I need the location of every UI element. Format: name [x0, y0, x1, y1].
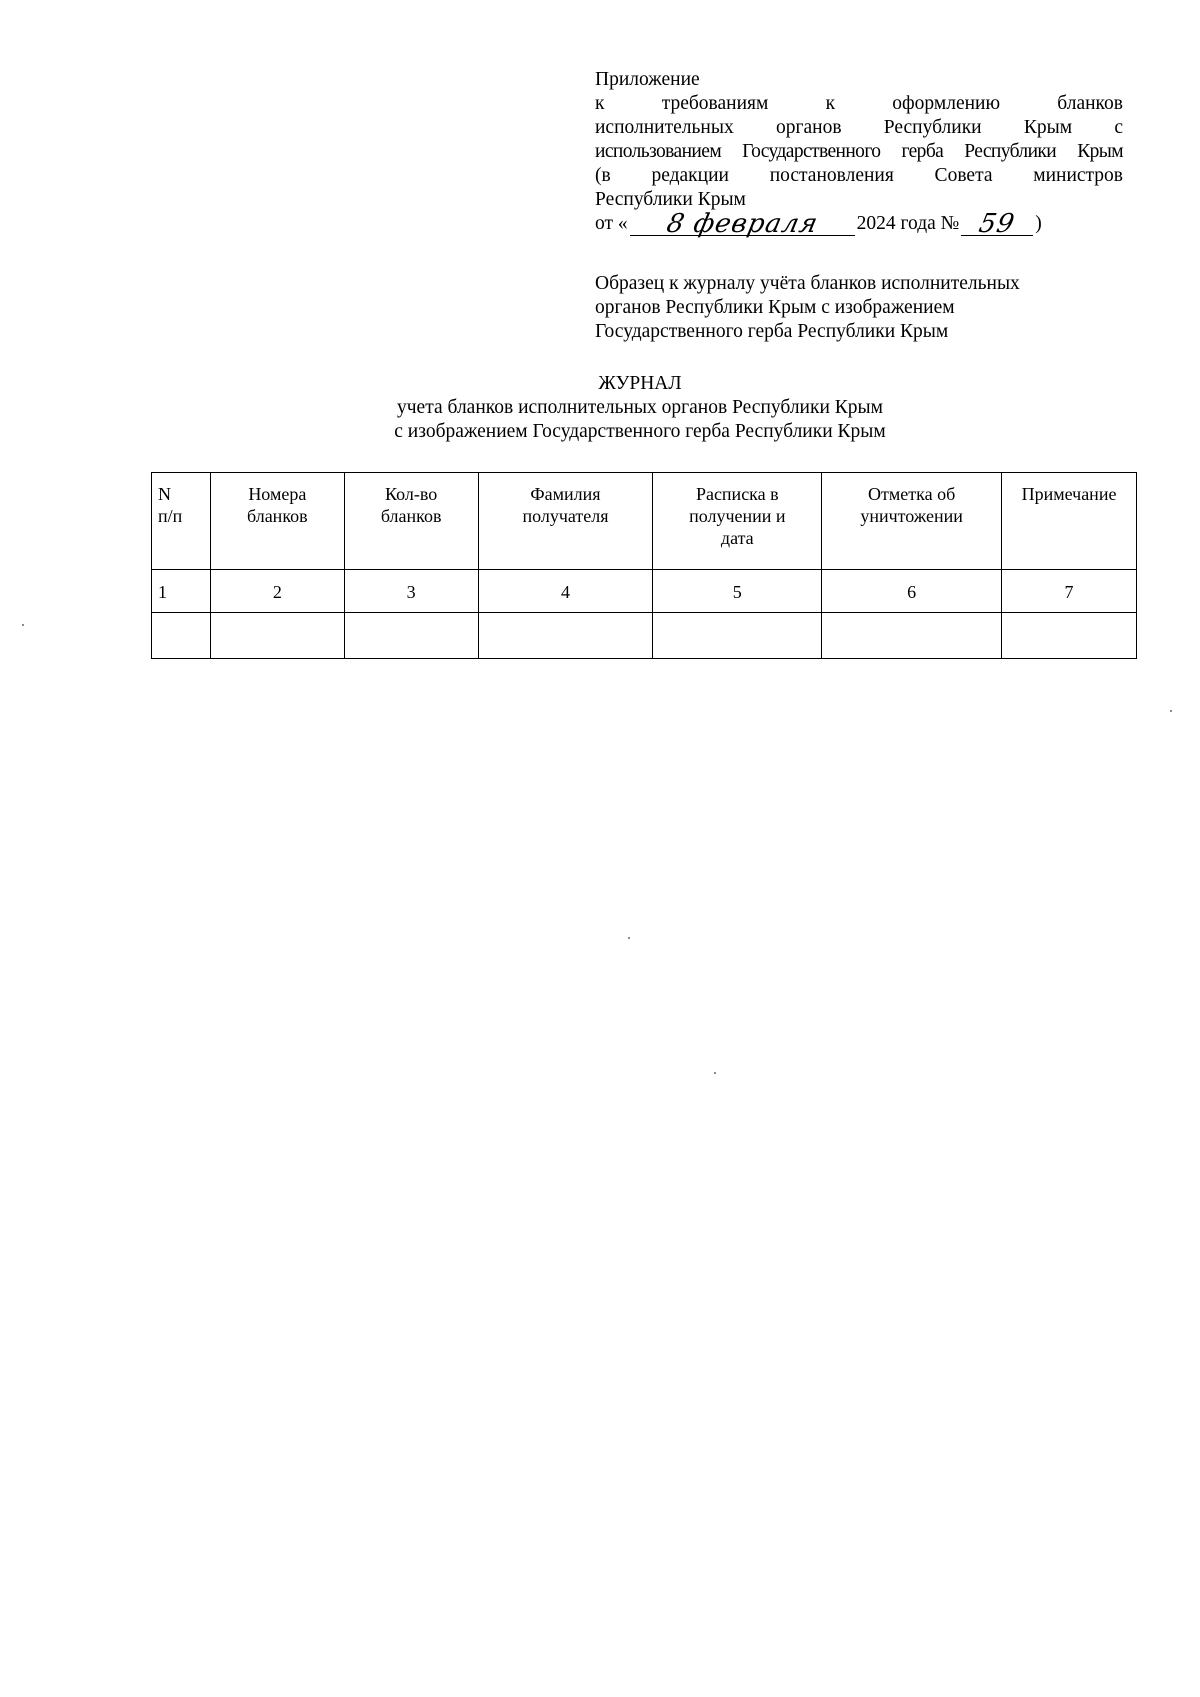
header-text: Кол-во — [385, 484, 438, 504]
column-number-row — [152, 570, 1137, 613]
header-text: Фамилия — [530, 484, 601, 504]
header-text: Отметка об — [868, 484, 956, 504]
header-text: получателя — [522, 506, 609, 526]
scan-speck — [628, 937, 630, 939]
date-field — [630, 209, 855, 239]
header-text: уничтожении — [860, 506, 963, 526]
empty-table-row — [152, 613, 1137, 659]
scan-speck — [1170, 710, 1172, 712]
header-cell-blank-numbers — [210, 473, 344, 570]
closing-paren: ) — [1035, 213, 1042, 234]
empty-cell — [1002, 613, 1137, 659]
header-text: получении и — [689, 506, 786, 526]
header-text: Расписка в — [695, 484, 779, 504]
header-text: бланков — [380, 506, 442, 526]
sample-note — [595, 272, 1123, 344]
appendix-block — [595, 68, 1123, 239]
journal-subtitle-line: учета бланков исполнительных органов Республики Крым — [397, 397, 883, 418]
sample-note-line: органов Республики Крым с изображением — [595, 297, 955, 318]
number-field — [961, 209, 1033, 239]
appendix-line: Республики Крым — [595, 189, 746, 210]
header-cell-note — [1002, 473, 1137, 570]
empty-cell — [210, 613, 344, 659]
column-number-cell: 6 — [822, 570, 1002, 613]
appendix-heading: Приложение — [595, 69, 700, 90]
header-cell-recipient — [478, 473, 653, 570]
header-text: N — [158, 484, 171, 504]
header-text: Номера — [248, 484, 307, 504]
year-text: 2024 года № — [856, 213, 960, 234]
header-text: Примечание — [1021, 484, 1117, 504]
header-text: п/п — [158, 506, 183, 526]
column-number-cell: 3 — [344, 570, 478, 613]
appendix-line: исполнительных органов Республики Крым с — [595, 117, 1123, 138]
journal-title-block — [0, 372, 1200, 444]
header-text: дата — [720, 528, 754, 548]
empty-cell — [152, 613, 211, 659]
sample-note-line: Государственного герба Республики Крым — [595, 321, 949, 342]
appendix-line: использованием Государственного герба Республики Крым — [595, 141, 1123, 162]
header-row — [152, 473, 1137, 570]
empty-cell — [344, 613, 478, 659]
column-number-cell: 7 — [1002, 570, 1137, 613]
sample-note-line: Образец к журналу учёта бланков исполнительных — [595, 273, 1020, 294]
empty-cell — [822, 613, 1002, 659]
header-cell-blank-count — [344, 473, 478, 570]
header-cell-number — [152, 473, 211, 570]
header-cell-destruction — [822, 473, 1002, 570]
header-text: бланков — [247, 506, 308, 526]
scan-speck — [714, 1072, 716, 1074]
column-number-cell: 4 — [478, 570, 653, 613]
journal-table — [151, 472, 1137, 659]
handwritten-date: 8 февраля — [663, 209, 821, 239]
header-cell-receipt — [653, 473, 822, 570]
empty-cell — [653, 613, 822, 659]
appendix-line: к требованиям к оформлению бланков — [595, 93, 1123, 114]
journal-title: ЖУРНАЛ — [598, 373, 682, 394]
appendix-line: (в редакции постановления Совета министров — [595, 165, 1123, 186]
appendix-date-line — [595, 209, 1123, 239]
column-number-cell: 1 — [152, 570, 211, 613]
handwritten-number: 59 — [976, 209, 1019, 239]
journal-subtitle-line: с изображением Государственного герба Республики Крым — [394, 421, 886, 442]
empty-cell — [478, 613, 653, 659]
column-number-cell: 2 — [210, 570, 344, 613]
scan-speck — [22, 624, 24, 626]
from-prefix: от « — [595, 213, 628, 234]
column-number-cell: 5 — [653, 570, 822, 613]
